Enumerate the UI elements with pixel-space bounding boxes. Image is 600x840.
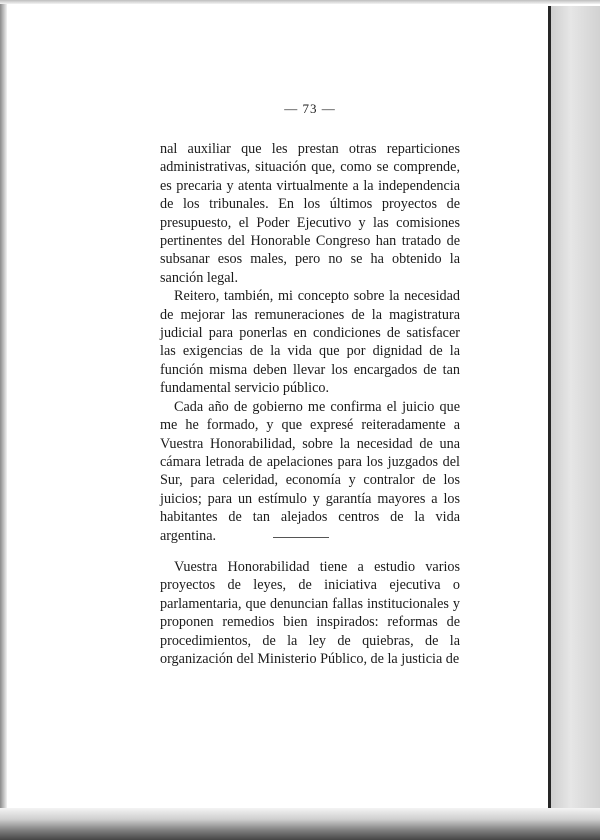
text-section-1 <box>160 140 460 545</box>
scan-bottom-margin <box>0 808 600 840</box>
paragraph-4: Vuestra Honorabilidad tiene a estudio varios proyectos de leyes, de iniciativa ejecutiva o parlamentaria, que denuncian fallas institucionales y proponen remedios bien inspirados: reformas de procedimientos, de la ley de quiebras, de la organización del Ministerio Público, de la justicia de <box>160 559 460 668</box>
page-edge-shadow <box>551 6 600 812</box>
scan-left-margin <box>0 0 7 840</box>
section-divider <box>273 537 329 538</box>
page-edge-line <box>548 6 551 812</box>
paragraph-1: nal auxiliar que les prestan otras reparticiones administrativas, situación que, como se comprende, es precaria y atenta virtualmente a la independencia de los tribunales. En los últimos proyectos de presupuesto, el Poder Ejecutivo y las comisiones pertinentes del Honorable Congreso han tratado de subsanar esos males, pero no se ha obtenido la sanción legal. <box>160 141 460 286</box>
scan-top-margin <box>0 0 600 4</box>
page-number: — 73 — <box>284 101 336 116</box>
text-section-2 <box>160 558 460 668</box>
paragraph-2: Reitero, también, mi concepto sobre la necesidad de mejorar las remuneraciones de la magistratura judicial para ponerlas en condiciones de satisfacer las exigencias de la vida que por dignidad de la función misma deben llevar los encargados de tan fundamental servicio público. <box>160 288 460 397</box>
paragraph-3: Cada año de gobierno me confirma el juicio que me he formado, y que expresé reiteradamente a Vuestra Honorabilidad, sobre la necesidad de una cámara letrada de apelaciones para los juzgados del Sur, para celeridad, economía y contralor de los juicios; para un estímulo y garantía mayores a los habitantes de tan alejados centros de la vida argentina. <box>160 398 460 544</box>
